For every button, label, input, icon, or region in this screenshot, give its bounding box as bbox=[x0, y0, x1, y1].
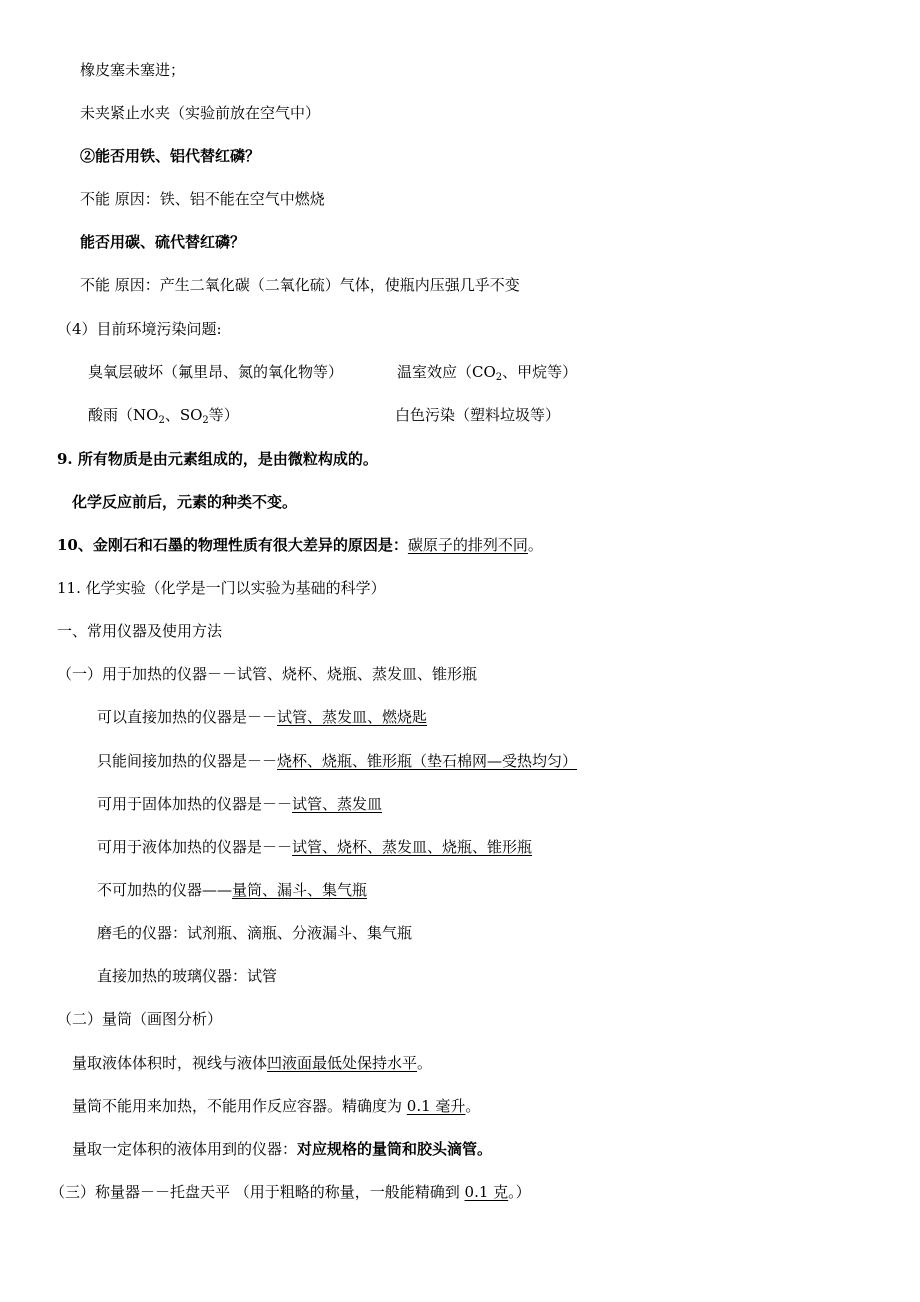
text-line: 量取液体体积时，视线与液体凹液面最低处保持水平。 bbox=[72, 1054, 433, 1072]
subsection-heading: （二）量筒（画图分析） bbox=[57, 1010, 223, 1028]
text-line: 磨毛的仪器：试剂瓶、滴瓶、分液漏斗、集气瓶 bbox=[97, 924, 413, 942]
question-line: ②能否用铁、铝代替红磷？ bbox=[80, 147, 261, 165]
numbered-item: 11. 化学实验（化学是一门以实验为基础的科学） bbox=[57, 579, 386, 597]
answer-line: 不能 原因：铁、铝不能在空气中燃烧 bbox=[80, 190, 325, 208]
text-line: 未夹紧止水夹（实验前放在空气中） bbox=[80, 104, 321, 122]
pollution-item: 臭氧层破坏（氟里昂、氮的氧化物等） bbox=[88, 363, 344, 381]
section-heading: 一、常用仪器及使用方法 bbox=[57, 622, 223, 640]
subsection-heading: （一）用于加热的仪器－－试管、烧杯、烧瓶、蒸发皿、锥形瓶 bbox=[57, 665, 478, 683]
numbered-item: 10、金刚石和石墨的物理性质有很大差异的原因是：碳原子的排列不同。 bbox=[57, 536, 543, 554]
text-line: 化学反应前后，元素的种类不变。 bbox=[72, 493, 298, 511]
text-line: 可用于液体加热的仪器是－－试管、烧杯、蒸发皿、烧瓶、锥形瓶 bbox=[97, 838, 533, 856]
text-line: 不可加热的仪器——量筒、漏斗、集气瓶 bbox=[97, 881, 368, 899]
text-line: 橡皮塞未塞进； bbox=[80, 61, 186, 79]
pollution-item: 酸雨（$NO_2$、$SO_2$等） bbox=[88, 406, 239, 426]
text-line: 量筒不能用来加热，不能用作反应容器。精确度为 0.1 毫升。 bbox=[72, 1097, 481, 1115]
answer-line: 不能 原因：产生二氧化碳（二氧化硫）气体，使瓶内压强几乎不变 bbox=[80, 276, 520, 294]
text-line: 只能间接加热的仪器是－－烧杯、烧瓶、锥形瓶（垫石棉网—受热均匀） bbox=[97, 752, 578, 770]
section-heading: （4）目前环境污染问题: bbox=[57, 320, 222, 338]
pollution-item: 温室效应（$CO_2$、甲烷等） bbox=[397, 363, 578, 383]
question-line: 能否用碳、硫代替红磷？ bbox=[80, 233, 246, 251]
text-line: 量取一定体积的液体用到的仪器：对应规格的量筒和胶头滴管。 bbox=[72, 1140, 493, 1158]
numbered-item: 9. 所有物质是由元素组成的，是由微粒构成的。 bbox=[57, 450, 378, 468]
pollution-item: 白色污染（塑料垃圾等） bbox=[395, 406, 561, 424]
text-line: 可用于固体加热的仪器是－－试管、蒸发皿 bbox=[97, 795, 383, 813]
text-line: 直接加热的玻璃仪器：试管 bbox=[97, 967, 278, 985]
subsection-heading: （三）称量器－－托盘天平 （用于粗略的称量，一般能精确到 0.1 克。） bbox=[50, 1183, 531, 1201]
text-line: 可以直接加热的仪器是－－试管、蒸发皿、燃烧匙 bbox=[97, 708, 428, 726]
